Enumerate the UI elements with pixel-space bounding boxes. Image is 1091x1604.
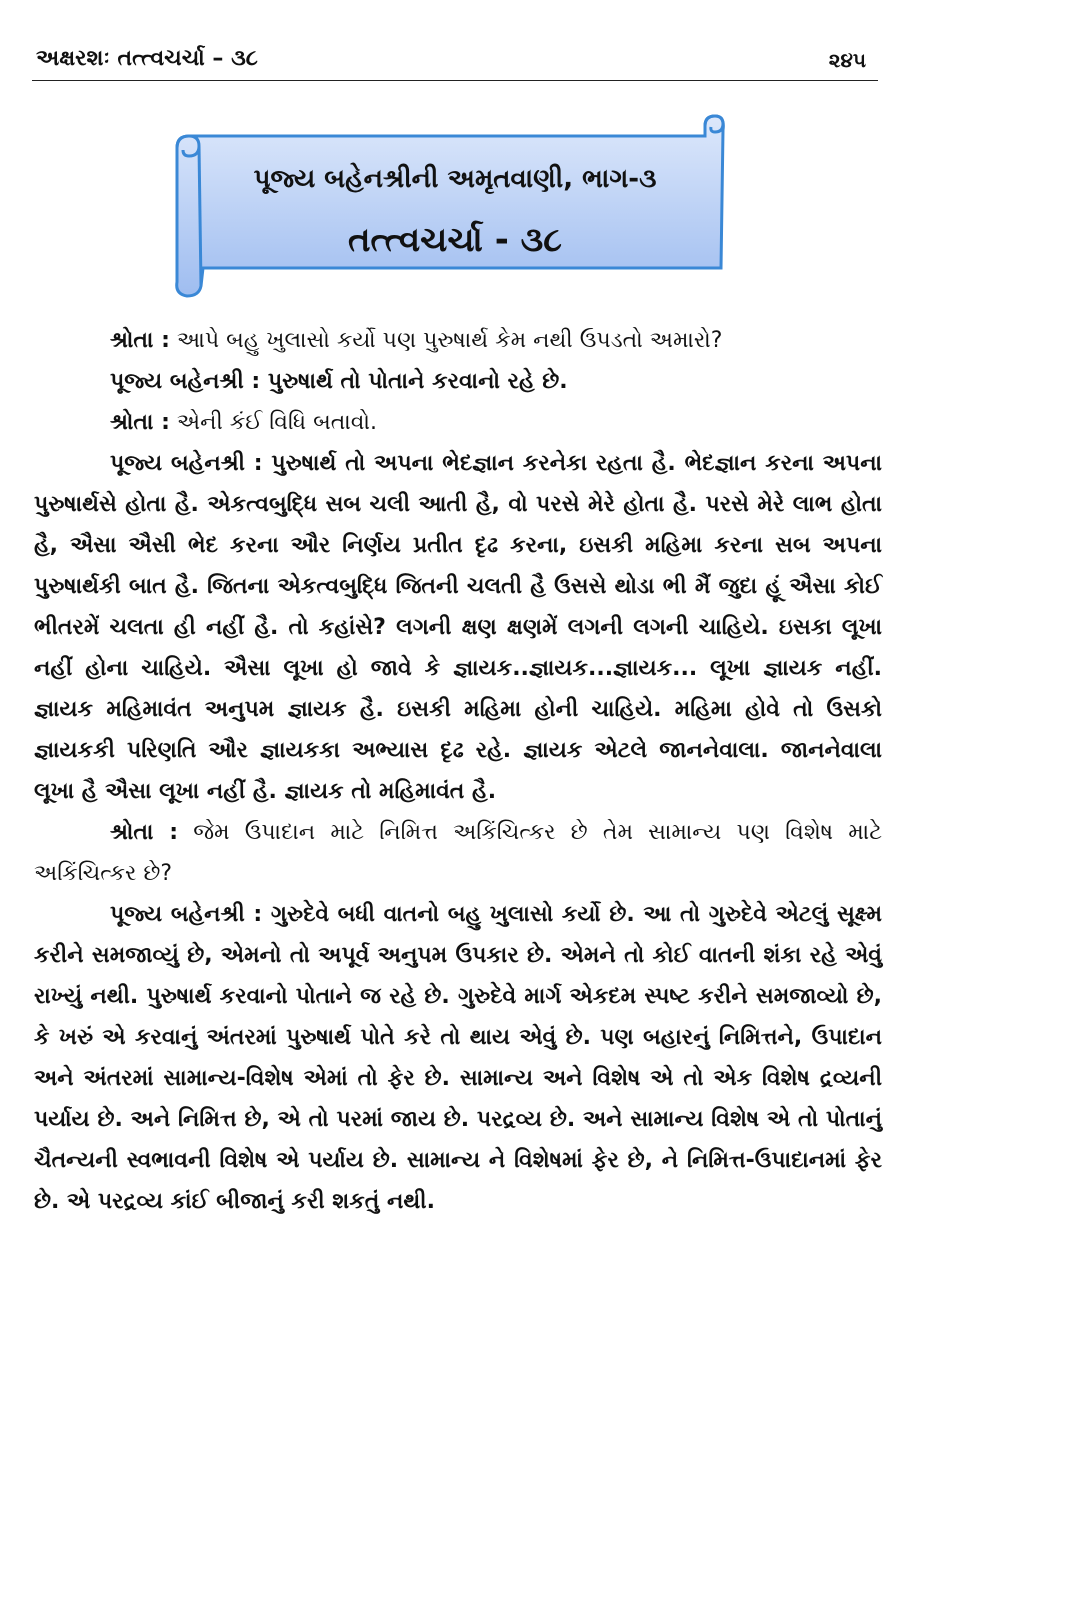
dialogue-paragraph [34,812,882,894]
dialogue-paragraph [34,402,882,443]
title-scroll-banner [165,108,730,300]
utterance-text: જેમ ઉપાદાન માટે નિમિત્ત અકિંચિત્કર છે તેમ સામાન્ય પણ વિશેષ માટે અકિંચિત્કર છે? [34,820,882,886]
utterance-text: પુરુષાર્થ તો પોતાને કરવાનો રહે છે. [260,369,568,394]
dialogue-paragraph [34,894,882,1222]
utterance-text: આપે બહુ ખુલાસો કર્યો પણ પુરુષાર્થ કેમ નથી ઉપડતો અમારો? [169,328,723,353]
page-number: ૨૪૫ [828,48,866,72]
page-header [32,46,878,81]
dialogue-paragraph [34,443,882,812]
banner-chapter-title: તત્ત્વચર્ચા - ૩૮ [347,220,562,260]
speaker-label: પૂજ્ય બહેનશ્રી : [110,369,261,394]
banner-series-title: પૂજ્ય બહેનશ્રીની અમૃતવાણી, ભાગ-૩ [253,164,657,194]
dialogue-paragraph [34,361,882,402]
speaker-label: શ્રોતા : [110,328,170,353]
running-title: અક્ષરશઃ તત્ત્વચર્ચા – ૩૮ [36,46,258,71]
utterance-text: ગુરુદેવે બધી વાતનો બહુ ખુલાસો કર્યો છે. આ તો ગુરુદેવે એટલું સૂક્ષ્મ કરીને સમજાવ્યું છે, એમનો તો અપૂર્વ અનુપમ ઉપકાર છે. એમને તો કોઈ વાતની શંકા રહે એવું રાખ્યું નથી. પુરુષાર્થ કરવાનો પોતાને જ રહે છે. ગુરુદેવે માર્ગ એકદમ સ્પષ્ટ કરીને સમજાવ્યો છે, કે ખરું એ કરવાનું અંતરમાં પુરુષાર્થ પોતે કરે તો થાય એવું છે. પણ બહારનું નિમિત્તને, ઉપાદાન અને અંતરમાં સામાન્ય-વિશેષ એમાં તો ફેર છે. સામાન્ય અને વિશેષ એ તો એક વિશેષ દ્રવ્યની પર્યાય છે. અને નિમિત્ત છે, એ તો પરમાં જાય છે. પરદ્રવ્ય છે. અને સામાન્ય વિશેષ એ તો પોતાનું ચૈતન્યની સ્વભાવની વિશેષ એ પર્યાય છે. સામાન્ય ને વિશેષમાં ફેર છે, ને નિમિત્ત-ઉપાદાનમાં ફેર છે. એ પરદ્રવ્ય કાંઈ બીજાનું કરી શકતું નથી. [34,902,882,1214]
speaker-label: પૂજ્ય બહેનશ્રી : [110,451,263,476]
speaker-label: પૂજ્ય બહેનશ્રી : [110,902,263,927]
utterance-text: એની કંઈ વિધિ બતાવો. [169,410,377,435]
utterance-text: પુરુષાર્થ તો અપના ભેદજ્ઞાન કરનેકા રહતા હૈ. ભેદજ્ઞાન કરના અપના પુરુષાર્થસે હોતા હૈ. એકત્વબુદ્ધિ સબ ચલી આતી હૈ, વો પરસે મેરે હોતા હૈ. પરસે મેરે લાભ હોતા હૈ, ઐસા ઐસી ભેદ કરના ઔર નિર્ણય પ્રતીત દૃઢ કરના, ઇસકી મહિમા કરના સબ અપના પુરુષાર્થકી બાત હૈ. જિતના એકત્વબુદ્ધિ જિતની ચલતી હૈ ઉસસે થોડા ભી મૈં જુદા હૂં ઐસા કોઈ ભીતરમેં ચલતા હી નહીં હૈ. તો કહાંસે? લગની ક્ષણ ક્ષણમેં લગની લગની ચાહિયે. ઇસકા લૂખા નહીં હોના ચાહિયે. ઐસા લૂખા હો જાવે કે જ્ઞાયક..જ્ઞાયક...જ્ઞાયક... લૂખા જ્ઞાયક નહીં. જ્ઞાયક મહિમાવંત અનુપમ જ્ઞાયક હૈ. ઇસકી મહિમા હોની ચાહિયે. મહિમા હોવે તો ઉસકો જ્ઞાયકકી પરિણતિ ઔર જ્ઞાયકકા અભ્યાસ દૃઢ રહે. જ્ઞાયક એટલે જાનનેવાલા. જાનનેવાલા લૂખા હૈ ઐસા લૂખા નહીં હૈ. જ્ઞાયક તો મહિમાવંત હૈ. [34,451,882,804]
dialogue-paragraph [34,320,882,361]
speaker-label: શ્રોતા : [110,410,170,435]
dialogue-body [34,320,882,1222]
speaker-label: શ્રોતા : [110,820,179,845]
scroll-graphic [165,108,730,300]
